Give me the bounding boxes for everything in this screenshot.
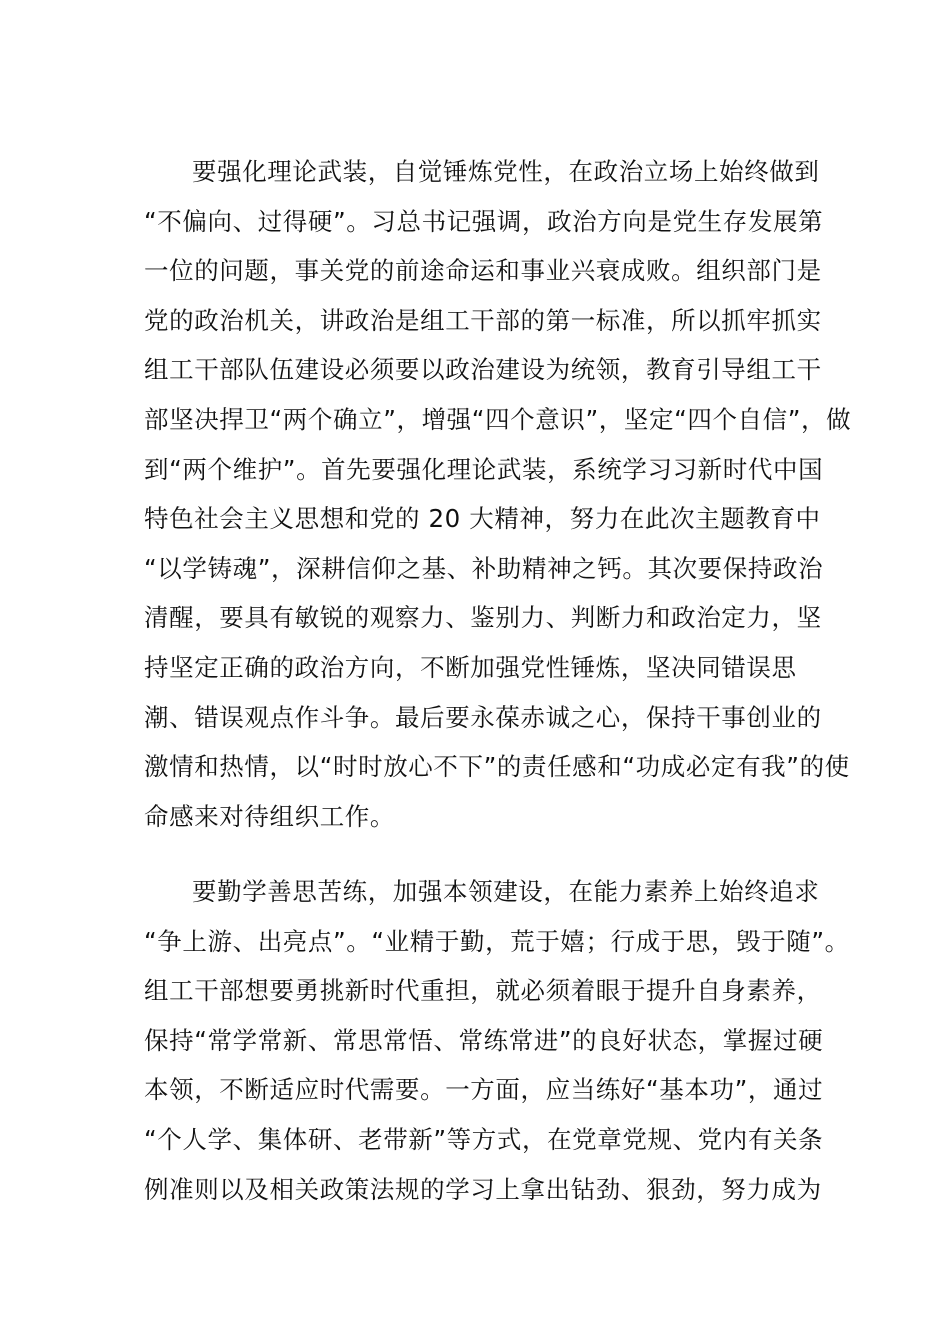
paragraph-capability-building: [144, 867, 850, 1214]
paragraph-line: 一位的问题，事关党的前途命运和事业兴衰成败。组织部门是: [144, 256, 822, 286]
paragraph-line: 要强化理论武装，自觉锤炼党性，在政治立场上始终做到: [192, 157, 820, 186]
paragraph-line: 本领，不断适应时代需要。一方面，应当练好“基本功”，通过: [144, 1075, 824, 1105]
paragraph-line: 特色社会主义思想和党的 20 大精神，努力在此次主题教育中: [144, 504, 821, 534]
paragraph-line: “以学铸魂”，深耕信仰之基、补助精神之钙。其次要保持政治: [144, 553, 824, 583]
paragraph-line: 党的政治机关，讲政治是组工干部的第一标准，所以抓牢抓实: [144, 305, 822, 335]
paragraph-line: “争上游、出亮点”。“业精于勤，荒于嬉；行成于思，毁于随”。: [144, 926, 850, 956]
paragraph-line: “不偏向、过得硬”。习总书记强调，政治方向是党生存发展第: [144, 206, 824, 236]
paragraph-line: “个人学、集体研、老带新”等方式，在党章党规、党内有关条: [144, 1124, 824, 1154]
paragraph-line: 持坚定正确的政治方向，不断加强党性锤炼，坚决同错误思: [144, 652, 797, 682]
paragraph-line: 清醒，要具有敏锐的观察力、鉴别力、判断力和政治定力，坚: [144, 603, 822, 633]
paragraph-line: 潮、错误观点作斗争。最后要永葆赤诚之心，保持干事创业的: [144, 702, 822, 732]
paragraph-line: 保持“常学常新、常思常悟、常练常进”的良好状态，掌握过硬: [144, 1025, 824, 1055]
paragraph-line: 例准则以及相关政策法规的学习上拿出钻劲、狠劲，努力成为: [144, 1174, 822, 1204]
paragraph-line: 要勤学善思苦练，加强本领建设，在能力素养上始终追求: [192, 877, 820, 906]
paragraph-line: 到“两个维护”。首先要强化理论武装，系统学习习新时代中国: [144, 454, 824, 484]
paragraph-line: 命感来对待组织工作。: [144, 801, 395, 831]
paragraph-line: 部坚决捍卫“两个确立”，增强“四个意识”，坚定“四个自信”，做: [144, 404, 852, 434]
paragraph-political-theory: [144, 147, 852, 841]
paragraph-line: 组工干部想要勇挑新时代重担，就必须着眼于提升自身素养，: [144, 976, 822, 1006]
paragraph-line: 激情和热情，以“时时放心不下”的责任感和“功成必定有我”的使: [144, 752, 850, 782]
paragraph-line: 组工干部队伍建设必须要以政治建设为统领，教育引导组工干: [144, 355, 822, 385]
